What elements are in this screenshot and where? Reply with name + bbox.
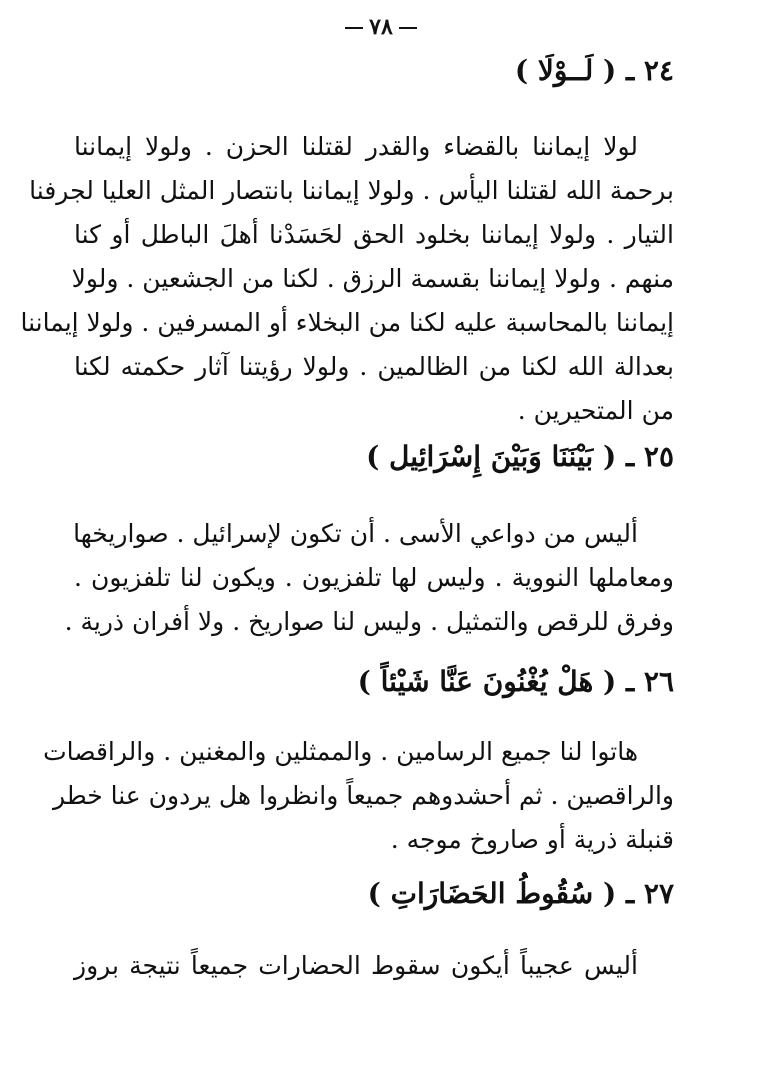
paragraph-line: والراقصين . ثم أحشدوهم جميعاً وانظروا هل يردون عنا خطر xyxy=(52,781,674,810)
paragraph-line: من المتحيرين . xyxy=(517,396,674,425)
paragraph-line: هاتوا لنا جميع الرسامين . والممثلين والمغنين . والراقصات xyxy=(43,737,638,766)
page-number-dash-right xyxy=(399,27,417,29)
section-heading-24: ٢٤ ـ ( لَــوْلَا ) xyxy=(514,54,674,87)
section-paragraph-24 xyxy=(20,125,674,433)
paragraph-line: ومعاملها النووية . وليس لها تلفزيون . ويكون لنا تلفزيون . xyxy=(74,563,674,592)
paragraph-line: لولا إيماننا بالقضاء والقدر لقتلنا الحزن . ولولا إيماننا xyxy=(74,132,638,161)
paragraph-line: إيماننا بالمحاسبة عليه لكنا من البخلاء أو المسرفين . ولولا إيماننا xyxy=(20,308,674,337)
section-heading-26: ٢٦ ـ ( هَلْ يُغْنُونَ عَنَّا شَيْئاً ) xyxy=(357,665,674,698)
paragraph-line: أليس من دواعي الأسى . أن تكون لإسرائيل . صواريخها xyxy=(73,519,638,548)
section-paragraph-27 xyxy=(74,944,674,988)
page-number-value: ٧٨ xyxy=(369,14,393,40)
paragraph-line: قنبلة ذرية أو صاروخ موجه . xyxy=(390,825,674,854)
paragraph-line: برحمة الله لقتلنا اليأس . ولولا إيماننا بانتصار المثل العليا لجرفنا xyxy=(29,176,674,205)
page-number xyxy=(0,14,762,40)
section-heading-27: ٢٧ ـ ( سُقُوطُ الحَضَارَاتِ ) xyxy=(367,877,674,910)
paragraph-line: منهم . ولولا إيماننا بقسمة الرزق . لكنا من الجشعين . ولولا xyxy=(71,264,674,293)
section-paragraph-26 xyxy=(43,730,674,862)
section-heading-25: ٢٥ ـ ( بَيْنَنَا وَبَيْنَ إِسْرَائِيل ) xyxy=(366,440,674,473)
section-paragraph-25 xyxy=(64,512,674,644)
page-number-dash-left xyxy=(345,27,363,29)
paragraph-line: بعدالة الله لكنا من الظالمين . ولولا رؤيتنا آثار حكمته لكنا xyxy=(74,352,674,381)
paragraph-line: وفرق للرقص والتمثيل . وليس لنا صواريخ . ولا أفران ذرية . xyxy=(64,607,674,636)
paragraph-line: أليس عجيباً أيكون سقوط الحضارات جميعاً نتيجة بروز xyxy=(74,951,638,980)
paragraph-line: التيار . ولولا إيماننا بخلود الحق لحَسَدْنا أهلَ الباطل أو كنا xyxy=(74,220,674,249)
